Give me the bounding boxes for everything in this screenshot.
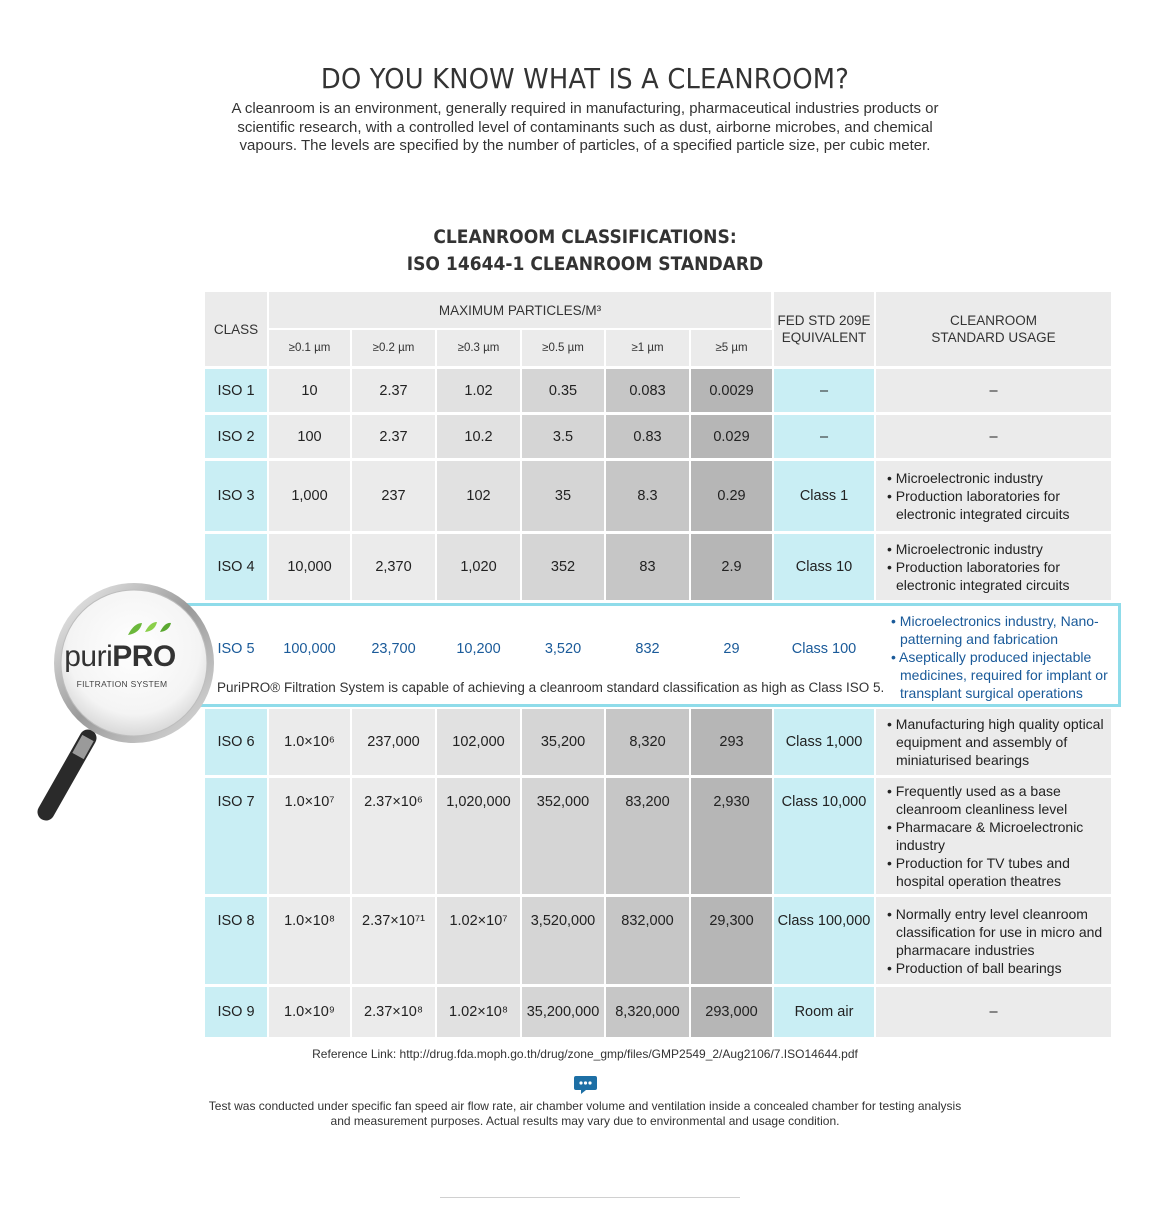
class-cell: ISO 6 [205,709,267,775]
iso5-usage-list [888,612,1116,702]
particle-value: 0.83 [606,415,689,458]
particle-value: 237,000 [352,709,435,775]
usage-item: • Production of ball bearings [887,959,1062,976]
particle-value: 35 [522,461,604,531]
particle-value: 100 [269,415,350,458]
usage-cell [876,709,1111,775]
particle-value: 1.0×10⁸ [269,897,350,984]
magnifying-glass-icon [28,580,218,830]
class-cell: ISO 2 [205,415,267,458]
particle-value: 8,320,000 [606,987,689,1037]
puripro-logo: puriPRO [64,640,176,673]
fed-equivalent: Class 10 [774,534,874,600]
iso5-fed-equivalent: Class 100 [791,641,857,657]
particle-value: 2.37×10⁸ [352,987,435,1037]
reference-link[interactable]: Reference Link: http://drug.fda.moph.go.th/drug/zone_gmp/files/GMP2549_2/Aug2106/7.ISO14644.pdf [312,1047,858,1061]
usage-item: • Production laboratories for electronic integrated circuits [887,559,1070,593]
particle-value: 1.02×10⁷ [437,897,520,984]
class-cell: ISO 9 [205,987,267,1037]
particle-value: 0.0029 [691,369,772,412]
particle-value: 3,520,000 [522,897,604,984]
usage-item: • Frequently used as a base cleanroom cleanliness level [887,783,1068,817]
particle-value: 10,000 [269,534,350,600]
iso5-particle-value: 100,000 [283,641,336,657]
iso5-particle-value: 29 [723,641,740,657]
iso5-particle-value: 10,200 [456,641,501,657]
particle-value: 2.9 [691,534,772,600]
particle-value: 8,320 [606,709,689,775]
particle-value: 102,000 [437,709,520,775]
header-size-3: ≥0.5 µm [522,330,604,366]
section-heading-line-2: ISO 14644-1 CLEANROOM STANDARD [406,253,764,275]
particle-value: 293 [691,709,772,775]
header-size-5: ≥5 µm [691,330,772,366]
particle-value: 1.0×10⁹ [269,987,350,1037]
particle-value: 0.083 [606,369,689,412]
usage-item: • Production for TV tubes and hospital operation theatres [887,855,1070,889]
class-cell: ISO 8 [205,897,267,984]
iso5-class-cell: ISO 5 [217,641,255,657]
iso5-particle-value: 23,700 [371,641,416,657]
purpro-capability-caption: PuriPRO® Filtration System is capable of achieving a cleanroom standard classification as high as Class ISO 5. [217,680,885,695]
class-cell: ISO 3 [205,461,267,531]
header-size-4: ≥1 µm [606,330,689,366]
usage-cell: – [876,369,1111,412]
header-usage-line-2: STANDARD USAGE [931,330,1056,345]
iso5-particle-value: 3,520 [544,641,582,657]
header-size-0: ≥0.1 µm [269,330,350,366]
particle-value: 832,000 [606,897,689,984]
usage-item: • Microelectronic industry [887,541,1043,557]
test-disclaimer-note: Test was conducted under specific fan speed air flow rate, air chamber volume and ventilation inside a concealed chamber for testing analysis and measurement purposes. Actual results may vary due to environmental and usage condition. [208,1099,962,1128]
fed-equivalent: Class 1,000 [774,709,874,775]
fed-equivalent: Class 1 [774,461,874,531]
particle-value: 293,000 [691,987,772,1037]
particle-value: 1.02×10⁸ [437,987,520,1037]
particle-value: 83,200 [606,778,689,894]
particle-value: 35,200,000 [522,987,604,1037]
particle-value: 352 [522,534,604,600]
iso5-usage-item: • Microelectronics industry, Nano-patterning and fabrication [891,613,1099,647]
particle-value: 3.5 [522,415,604,458]
particle-value: 2.37 [352,369,435,412]
usage-cell [876,461,1111,531]
particle-value: 1,000 [269,461,350,531]
usage-item: • Microelectronic industry [887,470,1043,486]
header-max-particles: MAXIMUM PARTICLES/M³ [269,292,771,328]
particle-value: 35,200 [522,709,604,775]
particle-value: 83 [606,534,689,600]
particle-value: 1.0×10⁷ [269,778,350,894]
chat-bubble-icon [574,1074,597,1095]
particle-value: 29,300 [691,897,772,984]
usage-cell: – [876,415,1111,458]
usage-list [876,782,1111,890]
iso5-particle-value: 832 [635,641,660,657]
particle-value: 2,930 [691,778,772,894]
particle-value: 0.29 [691,461,772,531]
usage-item: • Pharmacare & Microelectronic industry [887,819,1084,853]
footer-divider [440,1197,740,1198]
header-usage-line-1: CLEANROOM [949,313,1037,328]
header-usage [876,292,1111,366]
usage-cell [876,778,1111,894]
fed-equivalent: Class 10,000 [774,778,874,894]
particle-value: 10.2 [437,415,520,458]
particle-value: 0.029 [691,415,772,458]
usage-item: • Normally entry level cleanroom classification for use in micro and pharmacare industries [887,905,1103,958]
usage-list [876,715,1111,769]
logo-subtitle: FILTRATION SYSTEM [76,679,168,689]
usage-cell [876,897,1111,984]
iso5-usage-item: • Aseptically produced injectable medicines, required for implant or transplant surgical operations [891,649,1108,701]
particle-value: 1.0×10⁶ [269,709,350,775]
particle-value: 2,370 [352,534,435,600]
particle-value: 10 [269,369,350,412]
fed-equivalent: Class 100,000 [774,897,874,984]
header-fed-line-2: EQUIVALENT [781,330,867,345]
particle-value: 2.37×10⁷¹ [352,897,435,984]
intro-paragraph: A cleanroom is an environment, generally required in manufacturing, pharmaceutical industries products or scientific research, with a controlled level of contaminants such as dust, airborne microbes, and chemical vapours. The levels are specified by the number of particles, of a specified particle size, per cubic meter. [231,100,939,154]
usage-cell: – [876,987,1111,1037]
usage-list [876,905,1111,977]
particle-value: 1,020 [437,534,520,600]
particle-value: 2.37×10⁶ [352,778,435,894]
class-cell: ISO 1 [205,369,267,412]
usage-list [876,469,1111,523]
header-fed-std [774,292,874,366]
header-size-2: ≥0.3 µm [437,330,520,366]
particle-value: 1,020,000 [437,778,520,894]
usage-list [876,540,1111,594]
fed-equivalent: – [774,415,874,458]
usage-item: • Production laboratories for electronic integrated circuits [887,488,1070,522]
usage-cell [876,534,1111,600]
particle-value: 8.3 [606,461,689,531]
fed-equivalent: Room air [774,987,874,1037]
fed-equivalent: – [774,369,874,412]
header-size-1: ≥0.2 µm [352,330,435,366]
section-heading-line-1: CLEANROOM CLASSIFICATIONS: [433,226,737,248]
particle-value: 2.37 [352,415,435,458]
particle-value: 0.35 [522,369,604,412]
class-cell: ISO 4 [205,534,267,600]
particle-value: 237 [352,461,435,531]
particle-value: 102 [437,461,520,531]
header-fed-line-1: FED STD 209E [777,313,871,328]
page-title: DO YOU KNOW WHAT IS A CLEANROOM? [320,62,850,95]
class-cell: ISO 7 [205,778,267,894]
particle-value: 352,000 [522,778,604,894]
particle-value: 1.02 [437,369,520,412]
usage-item: • Manufacturing high quality optical equipment and assembly of miniaturised bearings [887,716,1104,768]
header-class: CLASS [205,292,267,366]
